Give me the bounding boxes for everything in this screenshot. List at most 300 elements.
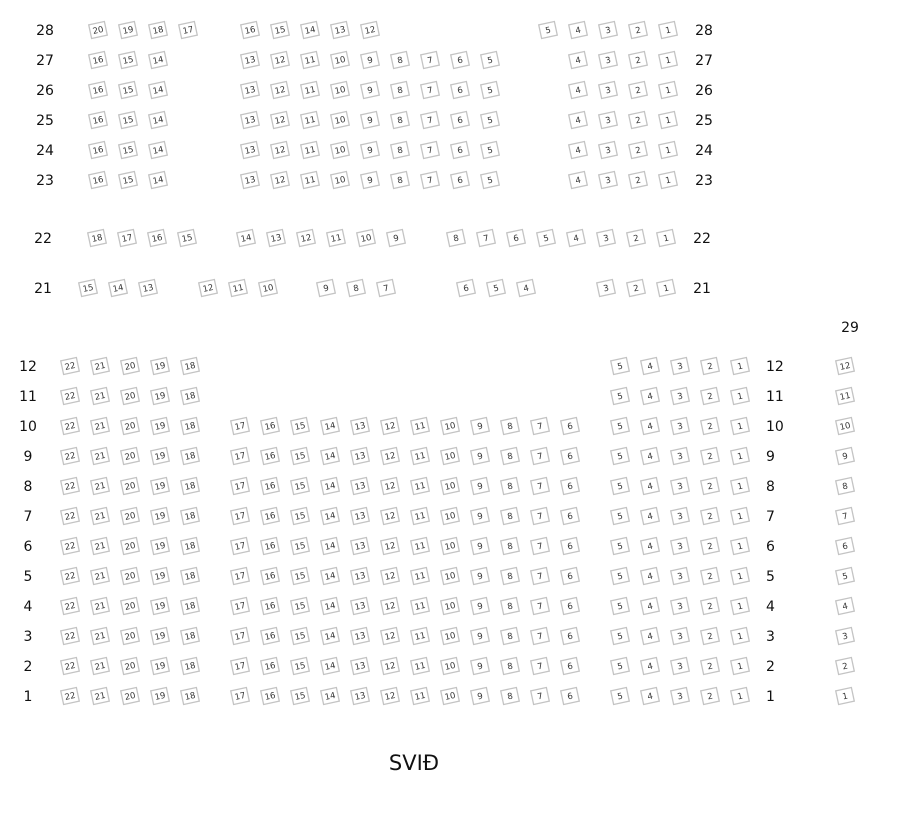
seat[interactable] <box>599 21 618 38</box>
seat[interactable] <box>231 657 250 674</box>
seat[interactable] <box>411 537 430 554</box>
seat[interactable] <box>731 417 750 434</box>
seat[interactable] <box>659 171 678 188</box>
seat[interactable] <box>241 111 260 128</box>
seat[interactable] <box>199 279 218 296</box>
seat[interactable] <box>351 627 370 644</box>
seat[interactable] <box>599 111 618 128</box>
seat[interactable] <box>731 537 750 554</box>
seat[interactable] <box>457 279 476 296</box>
seat[interactable] <box>611 387 630 404</box>
seat[interactable] <box>441 447 460 464</box>
seat[interactable] <box>261 537 280 554</box>
seat[interactable] <box>291 597 310 614</box>
seat[interactable] <box>301 21 320 38</box>
seat[interactable] <box>671 537 690 554</box>
seat[interactable] <box>471 687 490 704</box>
seat[interactable] <box>597 229 616 246</box>
seat[interactable] <box>151 657 170 674</box>
seat[interactable] <box>836 537 855 554</box>
seat[interactable] <box>121 537 140 554</box>
seat[interactable] <box>836 447 855 464</box>
seat[interactable] <box>261 567 280 584</box>
seat[interactable] <box>321 507 340 524</box>
seat[interactable] <box>611 597 630 614</box>
seat[interactable] <box>569 81 588 98</box>
seat[interactable] <box>441 567 460 584</box>
seat[interactable] <box>641 597 660 614</box>
seat[interactable] <box>641 477 660 494</box>
seat[interactable] <box>231 447 250 464</box>
seat[interactable] <box>531 627 550 644</box>
seat[interactable] <box>471 597 490 614</box>
seat[interactable] <box>701 627 720 644</box>
seat[interactable] <box>139 279 158 296</box>
seat[interactable] <box>411 477 430 494</box>
seat[interactable] <box>271 141 290 158</box>
seat[interactable] <box>61 597 80 614</box>
seat[interactable] <box>501 507 520 524</box>
seat[interactable] <box>701 477 720 494</box>
seat[interactable] <box>149 111 168 128</box>
seat[interactable] <box>441 597 460 614</box>
seat[interactable] <box>561 687 580 704</box>
seat[interactable] <box>561 477 580 494</box>
seat[interactable] <box>151 627 170 644</box>
seat[interactable] <box>671 627 690 644</box>
seat[interactable] <box>421 111 440 128</box>
seat[interactable] <box>517 279 536 296</box>
seat[interactable] <box>241 51 260 68</box>
seat[interactable] <box>387 229 406 246</box>
seat[interactable] <box>569 21 588 38</box>
seat[interactable] <box>501 627 520 644</box>
seat[interactable] <box>659 111 678 128</box>
seat[interactable] <box>391 111 410 128</box>
seat[interactable] <box>611 567 630 584</box>
seat[interactable] <box>531 507 550 524</box>
seat[interactable] <box>351 567 370 584</box>
seat[interactable] <box>561 507 580 524</box>
seat[interactable] <box>731 357 750 374</box>
seat[interactable] <box>291 567 310 584</box>
seat[interactable] <box>231 507 250 524</box>
seat[interactable] <box>267 229 286 246</box>
seat[interactable] <box>481 111 500 128</box>
seat[interactable] <box>421 171 440 188</box>
seat[interactable] <box>411 507 430 524</box>
seat[interactable] <box>629 171 648 188</box>
seat[interactable] <box>629 141 648 158</box>
seat[interactable] <box>261 477 280 494</box>
seat[interactable] <box>599 171 618 188</box>
seat[interactable] <box>391 141 410 158</box>
seat[interactable] <box>731 477 750 494</box>
seat[interactable] <box>321 537 340 554</box>
seat[interactable] <box>61 657 80 674</box>
seat[interactable] <box>671 597 690 614</box>
seat[interactable] <box>836 417 855 434</box>
seat[interactable] <box>657 279 676 296</box>
seat[interactable] <box>671 567 690 584</box>
seat[interactable] <box>421 141 440 158</box>
seat[interactable] <box>61 567 80 584</box>
seat[interactable] <box>731 597 750 614</box>
seat[interactable] <box>441 627 460 644</box>
seat[interactable] <box>411 447 430 464</box>
seat[interactable] <box>121 387 140 404</box>
seat[interactable] <box>381 597 400 614</box>
seat[interactable] <box>659 81 678 98</box>
seat[interactable] <box>119 21 138 38</box>
seat[interactable] <box>291 657 310 674</box>
seat[interactable] <box>381 627 400 644</box>
seat[interactable] <box>836 507 855 524</box>
seat[interactable] <box>321 597 340 614</box>
seat[interactable] <box>91 387 110 404</box>
seat[interactable] <box>629 111 648 128</box>
seat[interactable] <box>121 627 140 644</box>
seat[interactable] <box>61 447 80 464</box>
seat[interactable] <box>501 567 520 584</box>
seat[interactable] <box>611 357 630 374</box>
seat[interactable] <box>836 597 855 614</box>
seat[interactable] <box>121 507 140 524</box>
seat[interactable] <box>471 477 490 494</box>
seat[interactable] <box>391 81 410 98</box>
seat[interactable] <box>641 507 660 524</box>
seat[interactable] <box>381 507 400 524</box>
seat[interactable] <box>121 477 140 494</box>
seat[interactable] <box>321 657 340 674</box>
seat[interactable] <box>271 51 290 68</box>
seat[interactable] <box>836 657 855 674</box>
seat[interactable] <box>301 141 320 158</box>
seat[interactable] <box>569 51 588 68</box>
seat[interactable] <box>181 447 200 464</box>
seat[interactable] <box>731 567 750 584</box>
seat[interactable] <box>119 81 138 98</box>
seat[interactable] <box>611 417 630 434</box>
seat[interactable] <box>391 51 410 68</box>
seat[interactable] <box>471 567 490 584</box>
seat[interactable] <box>149 21 168 38</box>
seat[interactable] <box>641 627 660 644</box>
seat[interactable] <box>381 477 400 494</box>
seat[interactable] <box>531 597 550 614</box>
seat[interactable] <box>627 279 646 296</box>
seat[interactable] <box>121 597 140 614</box>
seat[interactable] <box>381 687 400 704</box>
seat[interactable] <box>569 111 588 128</box>
seat[interactable] <box>501 687 520 704</box>
seat[interactable] <box>501 537 520 554</box>
seat[interactable] <box>471 627 490 644</box>
seat[interactable] <box>731 627 750 644</box>
seat[interactable] <box>481 141 500 158</box>
seat[interactable] <box>381 567 400 584</box>
seat[interactable] <box>151 567 170 584</box>
seat[interactable] <box>271 111 290 128</box>
seat[interactable] <box>501 597 520 614</box>
seat[interactable] <box>291 687 310 704</box>
seat[interactable] <box>321 687 340 704</box>
seat[interactable] <box>261 597 280 614</box>
seat[interactable] <box>181 387 200 404</box>
seat[interactable] <box>561 447 580 464</box>
seat[interactable] <box>471 657 490 674</box>
seat[interactable] <box>181 657 200 674</box>
seat[interactable] <box>701 567 720 584</box>
seat[interactable] <box>61 537 80 554</box>
seat[interactable] <box>179 21 198 38</box>
seat[interactable] <box>121 657 140 674</box>
seat[interactable] <box>411 597 430 614</box>
seat[interactable] <box>61 507 80 524</box>
seat[interactable] <box>381 537 400 554</box>
seat[interactable] <box>641 537 660 554</box>
seat[interactable] <box>351 657 370 674</box>
seat[interactable] <box>327 229 346 246</box>
seat[interactable] <box>569 171 588 188</box>
seat[interactable] <box>531 537 550 554</box>
seat[interactable] <box>61 387 80 404</box>
seat[interactable] <box>91 477 110 494</box>
seat[interactable] <box>151 597 170 614</box>
seat[interactable] <box>181 537 200 554</box>
seat[interactable] <box>61 357 80 374</box>
seat[interactable] <box>441 657 460 674</box>
seat[interactable] <box>627 229 646 246</box>
seat[interactable] <box>477 229 496 246</box>
seat[interactable] <box>181 417 200 434</box>
seat[interactable] <box>351 417 370 434</box>
seat[interactable] <box>241 81 260 98</box>
seat[interactable] <box>119 111 138 128</box>
seat[interactable] <box>836 477 855 494</box>
seat[interactable] <box>411 657 430 674</box>
seat[interactable] <box>836 357 855 374</box>
seat[interactable] <box>79 279 98 296</box>
seat[interactable] <box>291 417 310 434</box>
seat[interactable] <box>357 229 376 246</box>
seat[interactable] <box>701 447 720 464</box>
seat[interactable] <box>151 387 170 404</box>
seat[interactable] <box>91 567 110 584</box>
seat[interactable] <box>361 21 380 38</box>
seat[interactable] <box>231 417 250 434</box>
seat[interactable] <box>611 627 630 644</box>
seat[interactable] <box>91 447 110 464</box>
seat[interactable] <box>441 417 460 434</box>
seat[interactable] <box>671 447 690 464</box>
seat[interactable] <box>261 657 280 674</box>
seat[interactable] <box>61 477 80 494</box>
seat[interactable] <box>181 597 200 614</box>
seat[interactable] <box>271 171 290 188</box>
seat[interactable] <box>181 477 200 494</box>
seat[interactable] <box>731 447 750 464</box>
seat[interactable] <box>291 447 310 464</box>
seat[interactable] <box>119 51 138 68</box>
seat[interactable] <box>231 537 250 554</box>
seat[interactable] <box>61 417 80 434</box>
seat[interactable] <box>229 279 248 296</box>
seat[interactable] <box>441 507 460 524</box>
seat[interactable] <box>119 141 138 158</box>
seat[interactable] <box>599 141 618 158</box>
seat[interactable] <box>361 81 380 98</box>
seat[interactable] <box>537 229 556 246</box>
seat[interactable] <box>441 477 460 494</box>
seat[interactable] <box>411 567 430 584</box>
seat[interactable] <box>231 567 250 584</box>
seat[interactable] <box>421 51 440 68</box>
seat[interactable] <box>659 51 678 68</box>
seat[interactable] <box>351 477 370 494</box>
seat[interactable] <box>451 111 470 128</box>
seat[interactable] <box>89 21 108 38</box>
seat[interactable] <box>181 357 200 374</box>
seat[interactable] <box>271 21 290 38</box>
seat[interactable] <box>451 141 470 158</box>
seat[interactable] <box>181 627 200 644</box>
seat[interactable] <box>91 597 110 614</box>
seat[interactable] <box>291 537 310 554</box>
seat[interactable] <box>629 21 648 38</box>
seat[interactable] <box>731 387 750 404</box>
seat[interactable] <box>181 687 200 704</box>
seat[interactable] <box>271 81 290 98</box>
seat[interactable] <box>531 417 550 434</box>
seat[interactable] <box>531 567 550 584</box>
seat[interactable] <box>481 171 500 188</box>
seat[interactable] <box>91 507 110 524</box>
seat[interactable] <box>347 279 366 296</box>
seat[interactable] <box>701 387 720 404</box>
seat[interactable] <box>481 81 500 98</box>
seat[interactable] <box>671 657 690 674</box>
seat[interactable] <box>731 507 750 524</box>
seat[interactable] <box>91 627 110 644</box>
seat[interactable] <box>377 279 396 296</box>
seat[interactable] <box>301 51 320 68</box>
seat[interactable] <box>121 567 140 584</box>
seat[interactable] <box>701 687 720 704</box>
seat[interactable] <box>567 229 586 246</box>
seat[interactable] <box>641 387 660 404</box>
seat[interactable] <box>447 229 466 246</box>
seat[interactable] <box>121 687 140 704</box>
seat[interactable] <box>321 627 340 644</box>
seat[interactable] <box>611 687 630 704</box>
seat[interactable] <box>836 687 855 704</box>
seat[interactable] <box>231 477 250 494</box>
seat[interactable] <box>118 229 137 246</box>
seat[interactable] <box>61 627 80 644</box>
seat[interactable] <box>471 417 490 434</box>
seat[interactable] <box>331 141 350 158</box>
seat[interactable] <box>657 229 676 246</box>
seat[interactable] <box>531 657 550 674</box>
seat[interactable] <box>471 507 490 524</box>
seat[interactable] <box>701 507 720 524</box>
seat[interactable] <box>599 51 618 68</box>
seat[interactable] <box>411 417 430 434</box>
seat[interactable] <box>671 477 690 494</box>
seat[interactable] <box>471 537 490 554</box>
seat[interactable] <box>361 111 380 128</box>
seat[interactable] <box>291 627 310 644</box>
seat[interactable] <box>487 279 506 296</box>
seat[interactable] <box>241 21 260 38</box>
seat[interactable] <box>701 417 720 434</box>
seat[interactable] <box>561 627 580 644</box>
seat[interactable] <box>237 229 256 246</box>
seat[interactable] <box>331 81 350 98</box>
seat[interactable] <box>91 537 110 554</box>
seat[interactable] <box>178 229 197 246</box>
seat[interactable] <box>351 507 370 524</box>
seat[interactable] <box>89 141 108 158</box>
seat[interactable] <box>836 387 855 404</box>
seat[interactable] <box>501 657 520 674</box>
seat[interactable] <box>561 537 580 554</box>
seat[interactable] <box>351 687 370 704</box>
seat[interactable] <box>671 417 690 434</box>
seat[interactable] <box>671 687 690 704</box>
seat[interactable] <box>611 477 630 494</box>
seat[interactable] <box>261 627 280 644</box>
seat[interactable] <box>231 687 250 704</box>
seat[interactable] <box>471 447 490 464</box>
seat[interactable] <box>381 447 400 464</box>
seat[interactable] <box>121 447 140 464</box>
seat[interactable] <box>561 417 580 434</box>
seat[interactable] <box>411 627 430 644</box>
seat[interactable] <box>641 687 660 704</box>
seat[interactable] <box>261 447 280 464</box>
seat[interactable] <box>451 81 470 98</box>
seat[interactable] <box>501 417 520 434</box>
seat[interactable] <box>531 477 550 494</box>
seat[interactable] <box>351 597 370 614</box>
seat[interactable] <box>151 507 170 524</box>
seat[interactable] <box>61 687 80 704</box>
seat[interactable] <box>629 51 648 68</box>
seat[interactable] <box>261 417 280 434</box>
seat[interactable] <box>501 447 520 464</box>
seat[interactable] <box>641 657 660 674</box>
seat[interactable] <box>121 357 140 374</box>
seat[interactable] <box>659 21 678 38</box>
seat[interactable] <box>321 417 340 434</box>
seat[interactable] <box>89 81 108 98</box>
seat[interactable] <box>421 81 440 98</box>
seat[interactable] <box>507 229 526 246</box>
seat[interactable] <box>561 657 580 674</box>
seat[interactable] <box>149 81 168 98</box>
seat[interactable] <box>181 567 200 584</box>
seat[interactable] <box>611 447 630 464</box>
seat[interactable] <box>261 687 280 704</box>
seat[interactable] <box>731 657 750 674</box>
seat[interactable] <box>836 567 855 584</box>
seat[interactable] <box>531 447 550 464</box>
seat[interactable] <box>149 171 168 188</box>
seat[interactable] <box>836 627 855 644</box>
seat[interactable] <box>321 477 340 494</box>
